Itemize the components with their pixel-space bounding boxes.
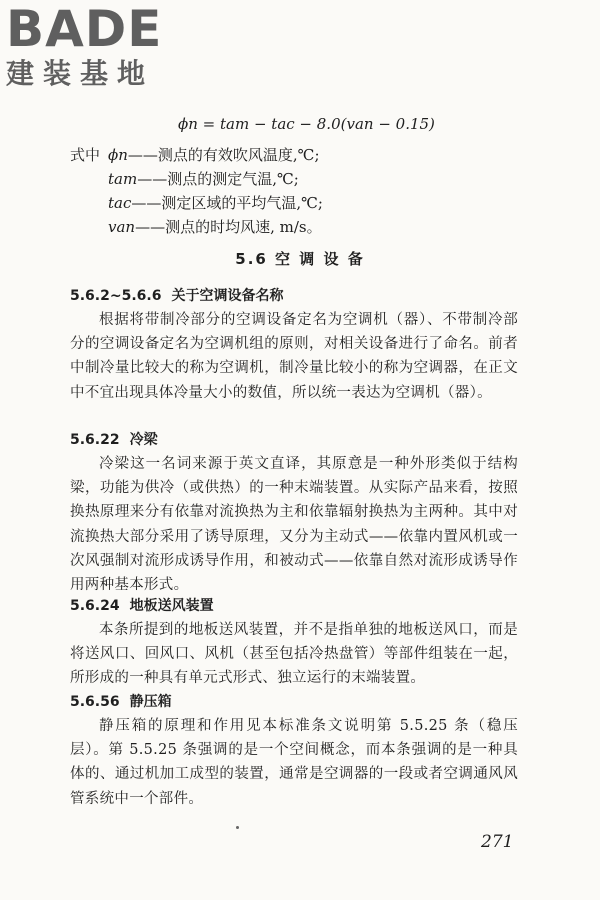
where-item [108,144,320,165]
where-item [108,216,322,237]
where-symbol: tam [108,170,138,188]
where-label: 式中 [70,146,101,164]
clause-block [70,594,518,691]
clause-number: 5.6.56 [70,694,120,710]
where-desc: ——测点的有效吹风温度,℃; [127,146,320,164]
clause-block [70,690,518,811]
clause-number: 5.6.22 [70,432,120,448]
clause-heading [70,284,518,308]
clause-block [70,284,518,405]
clause-text: 本条所提到的地板送风装置，并不是指单独的地板送风口，而是将送风口、回风口、风机（甚至包括冷热盘管）等部件组装在一起，所形成的一种具有单元式形式、独立运行的末端装置。 [70,622,518,687]
clause-title: 关于空调设备名称 [171,288,284,304]
clause-number: 5.6.2~5.6.6 [70,288,162,304]
clause-text: 静压箱的原理和作用见本标准条文说明第 5.5.25 条（稳压层）。第 5.5.25 条强调的是一个空间概念，而本条强调的是一种具体的、通过机加工成型的装置，通常是空调器的一段或者空调通风风管系统中一个部件。 [70,718,518,807]
clause-text: 根据将带制冷部分的空调设备定名为空调机（器）、不带制冷部分的空调设备定名为空调机组的原则，对相关设备进行了命名。前者中制冷量比较大的称为空调机，制冷量比较小的称为空调器，在正文中不宜出现具体冷量大小的数值，所以统一表达为空调机（器）。 [70,312,518,401]
where-symbol: van [108,218,136,236]
where-symbol: ϕn [108,146,128,164]
where-item [108,168,299,189]
logo-brand: BADE [6,0,163,58]
where-desc: ——测定区域的平均气温,℃; [131,194,323,212]
decorative-dot [236,826,239,829]
clause-text: 冷梁这一名词来源于英文直译，其原意是一种外形类似于结构梁，功能为供冷（或供热）的一种末端装置。从实际产品来看，按照换热原理来分有依靠对流换热为主和依靠辐射换热为主两种。其中对流换热大部分采用了诱导原理，又分为主动式——依靠内置风机或一次风强制对流形成诱导作用，和被动式——依靠自然对流形成诱导作用两种基本形式。 [70,456,518,594]
clause-block [70,428,518,597]
where-desc: ——测点的测定气温,℃; [137,170,299,188]
brand-logo [6,2,162,90]
clause-heading [70,428,518,452]
clause-title: 冷梁 [129,432,158,448]
logo-subtitle: 建装基地 [6,57,155,90]
clause-heading [70,690,518,714]
page-number: 271 [481,832,514,852]
clause-title: 地板送风装置 [129,598,214,614]
where-symbol: tac [108,194,132,212]
formula: ϕn = tam − tac − 8.0(van − 0.15) [178,115,435,133]
clause-title: 静压箱 [129,694,172,710]
section-title: 5.6 空 调 设 备 [235,250,365,268]
where-desc: ——测点的时均风速, m/s。 [135,218,322,236]
clause-number: 5.6.24 [70,598,120,614]
clause-heading [70,594,518,618]
where-item [108,192,323,213]
